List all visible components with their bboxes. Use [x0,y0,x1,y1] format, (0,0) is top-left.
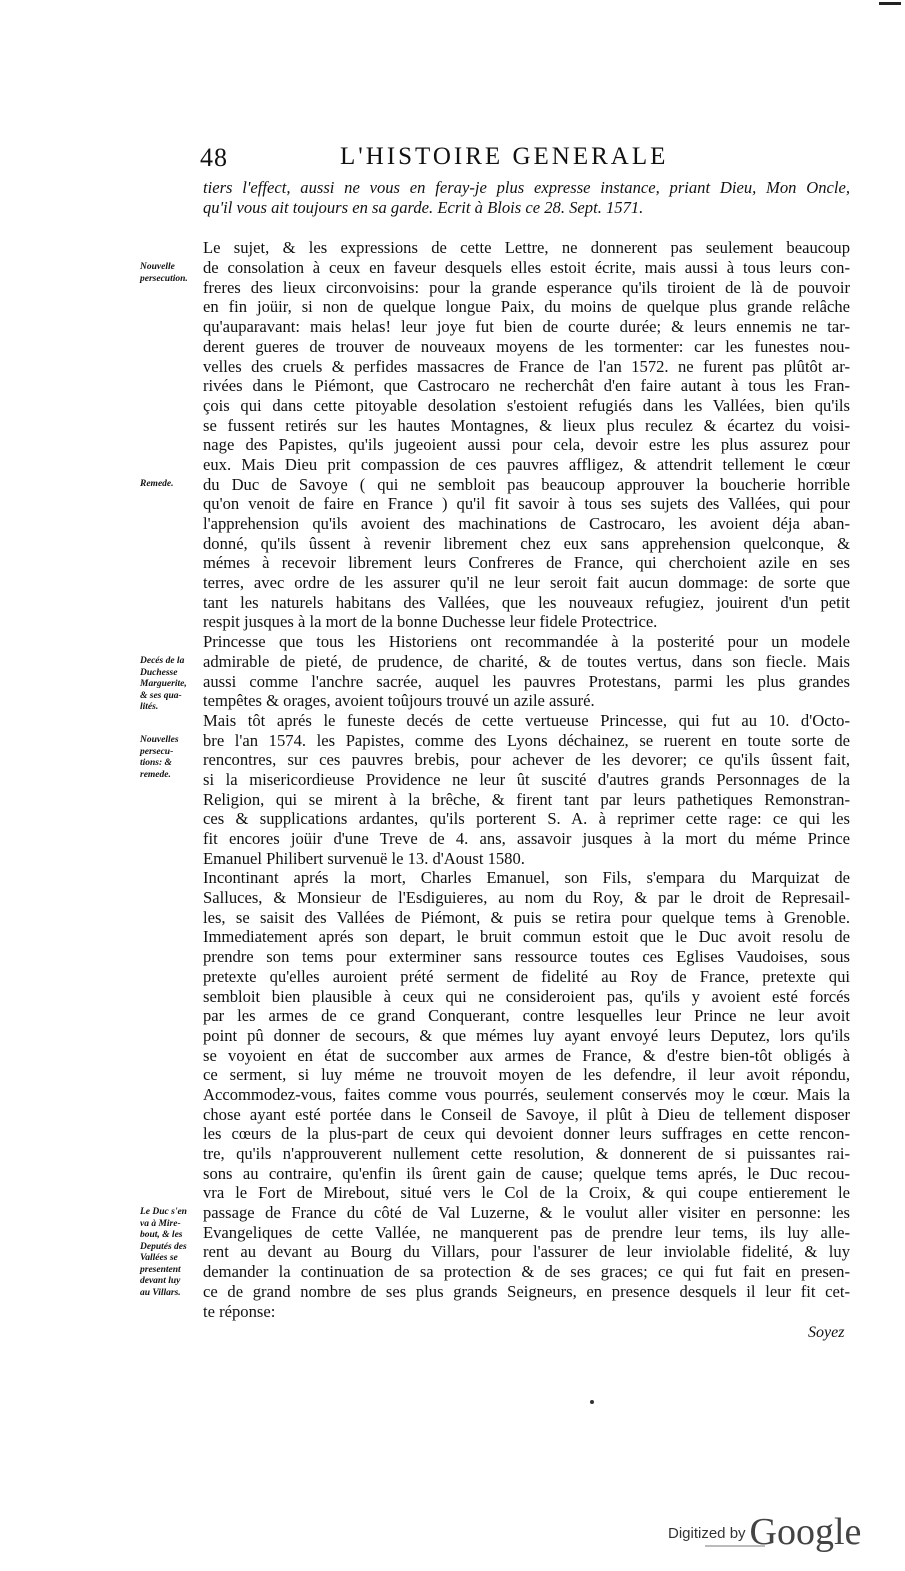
text-line: velles des cruels & perfides massacres de France de l'an 1572. ne furent pas plûtôt ar- [203,356,850,376]
text-line: vra le Fort de Mirebout, situé vers le Col de la Croix, & qui coupe entierement le [203,1183,850,1203]
text-line: chose ayant esté portée dans le Conseil de Savoye, il plût à Dieu de tellement disposer [203,1104,850,1124]
text-line: rent au devant au Bourg du Villars, pour l'assurer de leur inviolable fidelité, & luy [203,1242,850,1262]
text-line: admirable de pieté, de prudence, de charité, & de toutes vertus, dans son fiecle. Mais [203,651,850,671]
margin-note-line: persecution. [140,273,188,284]
text-line: freres des lieux circonvoisins: pour la grande esperance qu'ils tiroient de là de pouvoir [203,277,850,297]
text-line: mémes à recevoir librement leurs Confreres de France, qui cherchoient azile en ses [203,553,850,573]
text-line: Religion, qui se mirent à la brêche, & firent tant par leurs pathetiques Remonstran- [203,789,850,809]
text-line: les, se saisit des Vallées de Piémont, & puis se retira pour quelque tems à Grenoble. [203,907,850,927]
margin-note [140,479,206,491]
text-line: tiers l'effect, aussi ne vous en feray-je plus expresse instance, priant Dieu, Mon Oncle, [203,178,850,197]
text-line: sembloit bien plausible à ceux qui ne consideroient pas, qu'ils y avoient esté forcés [203,986,850,1006]
text-line: Emanuel Philibert survenuë le 13. d'Aoust 1580. [203,848,525,868]
text-line: aussi comme l'anchre sacrée, auquel les pauvres Protestans, parmi les plus grandes [203,671,850,691]
text-line: nage des Papistes, qu'ils jugeoient aussi pour cela, devoir estre les plus assurez pour [203,435,850,455]
text-line: donné, qu'ils ûssent à revenir librement chez eux sans apprehension quelconque, & [203,533,850,553]
margin-note-line: Le Duc s'en [140,1207,187,1217]
text-line: se fussent retirés sur les hautes Montagnes, & lieux plus reculez & écartez du voisi- [203,415,850,435]
text-line: respit jusques à la mort de la bonne Duchesse leur fidele Protectrice. [203,612,658,632]
text-line: en fin joüir, si non de quelque longue Paix, du moins de quelque plus grande relâche [203,297,850,317]
text-line: ce serment, si luy méme ne trouvoit moyen de les defendre, il leur avoit répondu, [203,1065,850,1085]
margin-note-line: persecu- [140,746,174,757]
text-line: tant les naturels habitans des Vallées, que les nouveaux refugiez, jouirent d'un petit [203,592,850,612]
text-line: Le sujet, & les expressions de cette Lettre, ne donnerent pas seulement beaucoup [203,238,850,258]
margin-note-line: au Villars. [140,1287,181,1298]
text-line: Immediatement aprés son depart, le bruit commun estoit que le Duc avoit resolu de [203,927,850,947]
margin-note-line: va à Mire- [140,1218,181,1229]
digitized-watermark [668,1510,862,1553]
running-title: L'HISTOIRE GENERALE [340,143,669,170]
margin-note-line: bout, & les [140,1230,183,1240]
text-line: rivées dans le Piémont, que Castrocaro ne recherchât d'en faire autant à tous les Fran- [203,376,850,396]
margin-note-line: remede. [140,769,171,780]
text-line: prendre son tems pour exterminer sans ressource toutes ces Eglises Vaudoises, sous [203,947,850,967]
text-line: point pû donner de secours, & que mémes luy ayant envoyé leurs Deputez, lors qu'ils [203,1025,850,1045]
text-line: Salluces, & Monsieur de l'Esdiguieres, au nom du Roy, & par le droit de Represail- [203,888,850,908]
text-line: demander la continuation de sa protection & de ses graces; ce qui fut fait en presen- [203,1262,850,1282]
text-line: ce de grand nombre de ses plus grands Seigneurs, en presence desquels il leur fit cet- [203,1281,850,1301]
text-line: ces & supplications ardantes, qu'ils porterent S. A. à reprimer cette rage: ce qui les [203,809,850,829]
margin-note-line: tions: & [140,758,172,768]
margin-note-line: & ses qua- [140,690,182,701]
margin-note-line: Nouvelle [140,262,175,272]
text-line: Incontinant aprés la mort, Charles Emanuel, son Fils, s'empara du Marquizat de [203,868,850,888]
catchword: Soyez [808,1324,845,1341]
margin-note-line: Marguerite, [140,679,187,689]
margin-note-line: presentent [140,1264,181,1275]
text-line: l'apprehension qu'ils avoient des machinations de Castrocaro, les avoient déja aban- [203,514,850,533]
text-line: eux. Mais Dieu prit compassion de ces pauvres affligez, & attendrit tellement le cœur [203,454,850,474]
text-line: Mais tôt aprés le funeste decés de cette vertueuse Princesse, qui fut au 10. d'Octo- [203,710,850,730]
text-line: sons au contraire, qu'enfin ils ûrent gain de cause; quelque tems aprés, le Duc recou- [203,1163,850,1183]
text-line: fit encores joüir d'une Treve de 4. ans, assavoir jusques à la mort du méme Prince [203,829,850,848]
text-line: bre l'an 1574. les Papistes, comme des Lyons déchainez, se ruerent en toute sorte de [203,730,850,750]
corner-mark [879,2,901,5]
paragraph-gap [203,217,850,238]
text-line: terres, avec ordre de les assurer qu'il ne leur seroit fait aucun dommage: de sorte que [203,573,850,593]
margin-note-line: Remede. [140,479,174,489]
text-line: Princesse que tous les Historiens ont recommandée à la posterité pour un modele [203,632,850,652]
text-line: par les armes de ce grand Conquerant, contre lesquelles leur Prince ne leur avoit [203,1006,850,1026]
text-line: çois qui dans cette pitoyable desolation s'estoient refugiés dans les Vallées, bien qu'ils [203,395,850,415]
page-number: 48 [200,143,228,172]
text-line: Evangeliques de cette Vallée, ne manquerent pas de prendre leur tems, ils luy alle- [203,1222,850,1242]
text-line: les cœurs de la plus-part de ceux qui devoient donner leurs suffrages en cette rencon- [203,1124,850,1144]
margin-note [140,656,206,714]
margin-note [140,735,206,781]
margin-note [140,1207,206,1299]
text-line: se voyoient en état de succomber aux armes de France, & d'estre bien-tôt obligés à [203,1045,850,1065]
text-line: tempêtes & orages, avoient toûjours trouvé un azile assuré. [203,691,595,711]
margin-note-line: lités. [140,702,159,712]
running-head [200,143,705,177]
margin-note [140,262,206,285]
ink-dot [590,1400,594,1404]
text-line: si la misericordieuse Providence ne leur ût suscité d'autres grands Personnages de la [203,769,850,789]
text-line: tre, qu'ils n'approuverent nullement cette resolution, & donnerent de si puissantes rai- [203,1144,850,1163]
text-line: pretexte qu'elles auroient prété serment de fidelité au Roy de France, pretexte qui [203,966,850,986]
margin-note-line: Vallées se [140,1253,178,1263]
margin-note-line: Nouvelles [140,735,179,745]
text-line: qu'auparavant: mais helas! leur joye fut bien de courte durée; & leurs ennemis ne tar- [203,317,850,337]
text-line: qu'il vous ait toujours en sa garde. Ecrit à Blois ce 28. Sept. 1571. [203,197,644,217]
text-line: de consolation à ceux en faveur desquels elles estoit écrite, mais aussi à tous leurs con- [203,258,850,278]
margin-note-line: Decés de la [140,656,185,666]
margin-note-line: devant luy [140,1276,181,1286]
text-line: Accommodez-vous, faites comme vous pourrés, seulement conservés moy le cœur. Mais la [203,1084,850,1104]
text-line: derent gueres de trouver de nouveaux moyens de les tormenter: car les funestes nou- [203,336,850,356]
body-text [203,178,850,1321]
text-line: passage de France du côté de Val Luzerne, & le voulut aller visiter en personne: les [203,1203,850,1223]
watermark-prefix: Digitized by [668,1525,746,1542]
margin-note-line: Duchesse [140,667,178,678]
margin-note-line: Deputés des [140,1241,187,1252]
text-line: qu'on venoit de faire en France ) qu'il fit savoir à tous ses sujets des Vallées, qui pour [203,494,850,514]
google-logo: Google [749,1511,862,1553]
text-line: te réponse: [203,1301,276,1321]
text-line: rencontres, sur ces pauvres brebis, pour achever de les devorer; ce qu'ils ûssent fait, [203,750,850,770]
text-line: du Duc de Savoye ( qui ne sembloit pas beaucoup approuver la boucherie horrible [203,474,850,494]
